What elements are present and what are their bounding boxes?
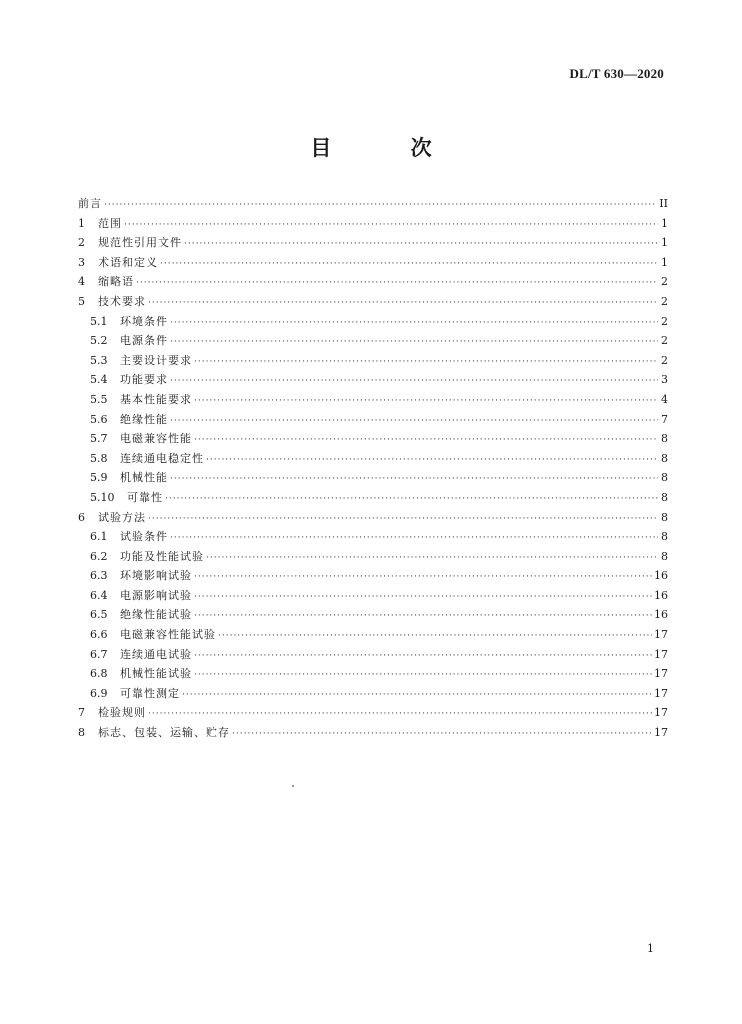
toc-entry-label: 绝缘性能试验 <box>120 608 192 622</box>
toc-entry[interactable] <box>78 664 668 684</box>
toc-entry-number: 6.3 <box>90 569 108 583</box>
toc-entry[interactable] <box>78 625 668 645</box>
toc-entry-label: 绝缘性能 <box>120 412 168 426</box>
toc-entry-page: 1 <box>661 236 668 250</box>
toc-entry-page: 2 <box>661 334 668 348</box>
page-number: 1 <box>647 942 654 955</box>
toc-entry-number: 6 <box>78 510 85 524</box>
toc-entry-label: 连续通电试验 <box>120 647 192 661</box>
toc-entry-number: 5.7 <box>90 432 108 446</box>
page-title: 目 次 <box>310 135 468 160</box>
toc-entry-number: 5.5 <box>90 392 108 406</box>
toc-entry-number: 6.2 <box>90 549 108 563</box>
toc-dot-leader <box>206 549 658 569</box>
toc-entry-page: 17 <box>654 628 668 642</box>
toc-dot-leader <box>194 568 652 588</box>
toc-entry-page: 16 <box>654 608 668 622</box>
toc-entry-number: 7 <box>78 706 85 720</box>
toc-entry-number: 5.6 <box>90 412 108 426</box>
toc-entry-number: 5.9 <box>90 471 108 485</box>
toc-entry-page: 8 <box>661 471 668 485</box>
toc-dot-leader <box>170 412 658 432</box>
toc-entry-page: 8 <box>661 549 668 563</box>
toc-entry[interactable] <box>78 605 668 625</box>
toc-entry-number: 5 <box>78 294 85 308</box>
toc-entry[interactable] <box>78 645 668 665</box>
toc-dot-leader <box>194 588 652 608</box>
toc-dot-leader <box>104 196 657 216</box>
toc-entry[interactable] <box>78 272 668 292</box>
toc-entry-page: 2 <box>661 275 668 289</box>
toc-entry-page: 8 <box>661 432 668 446</box>
toc-entry[interactable] <box>78 194 668 214</box>
toc-entry-page: 8 <box>661 451 668 465</box>
toc-dot-leader <box>170 372 658 392</box>
toc-dot-leader <box>184 235 658 255</box>
toc-entry-page: 2 <box>661 294 668 308</box>
toc-dot-leader <box>206 451 658 471</box>
toc-entry[interactable] <box>78 253 668 273</box>
toc-entry-page: 17 <box>654 706 668 720</box>
toc-dot-leader <box>170 529 658 549</box>
toc-dot-leader <box>170 470 658 490</box>
toc-entry-label: 可靠性 <box>127 490 163 504</box>
toc-dot-leader <box>148 510 658 530</box>
toc-entry-label: 可靠性测定 <box>120 686 180 700</box>
toc-entry-number: 8 <box>78 726 85 740</box>
toc-entry-label: 试验条件 <box>120 530 168 544</box>
toc-dot-leader <box>194 666 652 686</box>
toc-entry-page: 8 <box>661 510 668 524</box>
toc-entry-number: 5.10 <box>90 490 115 504</box>
toc-dot-leader <box>232 725 652 745</box>
toc-entry-label: 功能要求 <box>120 373 168 387</box>
toc-dot-leader <box>124 216 658 236</box>
toc-entry[interactable] <box>78 390 668 410</box>
standard-code: DL/T 630—2020 <box>569 66 664 81</box>
toc-entry-number: 3 <box>78 255 85 269</box>
toc-entry-label: 试验方法 <box>98 510 146 524</box>
toc-entry-number: 6.7 <box>90 647 108 661</box>
toc-dot-leader <box>136 274 658 294</box>
toc-entry-label: 环境影响试验 <box>120 569 192 583</box>
toc-entry-number: 1 <box>78 216 85 230</box>
toc-dot-leader <box>165 490 658 510</box>
toc-dot-leader <box>194 392 658 412</box>
toc-dot-leader <box>194 607 652 627</box>
toc-entry[interactable] <box>78 233 668 253</box>
toc-entry-page: II <box>659 197 668 210</box>
toc-entry-page: 8 <box>661 530 668 544</box>
toc-entry-number: 4 <box>78 275 85 289</box>
toc-entry-page: 16 <box>654 588 668 602</box>
toc-entry-label: 电源影响试验 <box>120 588 192 602</box>
toc-entry-label: 缩略语 <box>98 275 134 289</box>
toc-entry-number: 2 <box>78 236 85 250</box>
toc-entry-page: 17 <box>654 686 668 700</box>
toc-entry-page: 17 <box>654 726 668 740</box>
toc-entry-page: 8 <box>661 490 668 504</box>
toc-entry-page: 1 <box>661 216 668 230</box>
toc-entry-number: 6.4 <box>90 588 108 602</box>
toc-entry[interactable] <box>78 370 668 390</box>
toc-entry-label: 主要设计要求 <box>120 353 192 367</box>
toc-entry[interactable] <box>78 547 668 567</box>
toc-entry-number: 5.2 <box>90 334 108 348</box>
toc-entry-number: 6.5 <box>90 608 108 622</box>
toc-entry[interactable] <box>78 723 668 743</box>
toc-entry[interactable] <box>78 488 668 508</box>
toc-entry[interactable] <box>78 214 668 234</box>
toc-entry-number: 6.8 <box>90 667 108 681</box>
toc-dot-leader <box>194 353 658 373</box>
toc-entry-label: 功能及性能试验 <box>120 549 204 563</box>
stray-mark <box>292 785 294 787</box>
toc-entry-label: 电磁兼容性能试验 <box>120 628 216 642</box>
toc-entry-page: 3 <box>661 373 668 387</box>
toc-dot-leader <box>182 686 652 706</box>
toc-entry-page: 4 <box>661 392 668 406</box>
toc-entry-number: 6.1 <box>90 530 108 544</box>
toc-dot-leader <box>148 294 658 314</box>
toc-entry-page: 7 <box>661 412 668 426</box>
toc-entry-label: 机械性能 <box>120 471 168 485</box>
toc-entry[interactable] <box>78 449 668 469</box>
toc-entry[interactable] <box>78 586 668 606</box>
toc-dot-leader <box>160 255 658 275</box>
toc-entry-label: 规范性引用文件 <box>98 236 182 250</box>
toc-dot-leader <box>170 314 658 334</box>
toc-entry-label: 检验规则 <box>98 706 146 720</box>
toc-entry[interactable] <box>78 703 668 723</box>
toc-entry-number: 5.1 <box>90 314 108 328</box>
toc-entry-label: 连续通电稳定性 <box>120 451 204 465</box>
toc-dot-leader <box>194 431 658 451</box>
toc-entry-number: 6.6 <box>90 628 108 642</box>
toc-entry[interactable] <box>78 684 668 704</box>
toc-entry[interactable] <box>78 292 668 312</box>
toc-entry[interactable] <box>78 527 668 547</box>
toc-entry[interactable] <box>78 566 668 586</box>
table-of-contents <box>78 194 668 743</box>
toc-entry-label: 机械性能试验 <box>120 667 192 681</box>
toc-entry[interactable] <box>78 508 668 528</box>
toc-entry-label: 基本性能要求 <box>120 392 192 406</box>
toc-entry-page: 17 <box>654 647 668 661</box>
toc-entry[interactable] <box>78 312 668 332</box>
toc-entry-label: 电磁兼容性能 <box>120 432 192 446</box>
toc-entry-page: 17 <box>654 667 668 681</box>
toc-entry-page: 2 <box>661 353 668 367</box>
toc-dot-leader <box>194 647 652 667</box>
toc-entry-label: 技术要求 <box>98 294 146 308</box>
toc-entry-label: 前言 <box>78 197 102 210</box>
toc-entry-label: 范围 <box>98 216 122 230</box>
toc-entry-number: 5.8 <box>90 451 108 465</box>
toc-entry[interactable] <box>78 410 668 430</box>
toc-entry-label: 电源条件 <box>120 334 168 348</box>
toc-entry-number: 5.4 <box>90 373 108 387</box>
toc-entry[interactable] <box>78 331 668 351</box>
toc-dot-leader <box>170 333 658 353</box>
toc-entry[interactable] <box>78 468 668 488</box>
toc-entry-label: 术语和定义 <box>98 255 158 269</box>
toc-entry-label: 环境条件 <box>120 314 168 328</box>
toc-entry-page: 2 <box>661 314 668 328</box>
toc-entry-number: 6.9 <box>90 686 108 700</box>
toc-entry[interactable] <box>78 429 668 449</box>
toc-entry-number: 5.3 <box>90 353 108 367</box>
toc-entry[interactable] <box>78 351 668 371</box>
toc-entry-page: 1 <box>661 255 668 269</box>
toc-entry-label: 标志、包装、运输、贮存 <box>98 726 230 740</box>
toc-entry-page: 16 <box>654 569 668 583</box>
toc-dot-leader <box>218 627 652 647</box>
